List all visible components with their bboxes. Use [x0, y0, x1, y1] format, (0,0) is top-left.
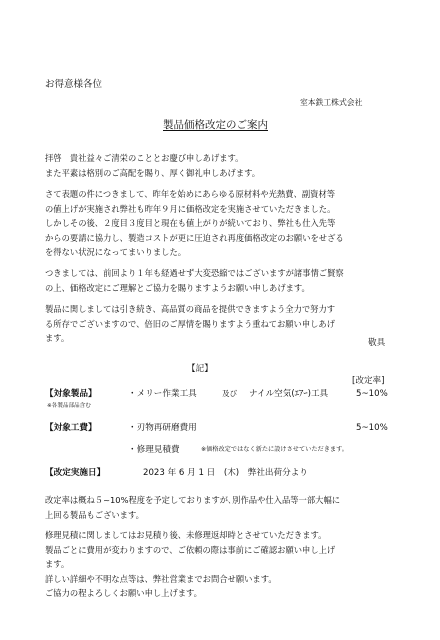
products-item-2: ナイル空気(ｴｱｰ)工具	[249, 389, 329, 399]
paragraph-line: さて表題の件につきまして、昨年を始めにあらゆる原材料や光熱費、副資材等	[45, 189, 336, 199]
paragraph-line: つきましては、前回より１年も経過せず大変恐縮ではございますが諸事情ご賢察	[45, 268, 344, 278]
paragraph-1	[45, 187, 397, 260]
paragraph-line: の上、価格改定にご理解とご協力を賜りますようお願い申しあげます。	[45, 282, 310, 293]
recipient: お得意様各位	[45, 79, 103, 90]
paragraph-line: からの要請に協力し、製造コストが更に圧迫され再度価格改定のお願いをせざる	[45, 232, 344, 243]
greeting-line: また平素は格別のご高配を賜り、厚く御礼申しあげます。	[45, 167, 261, 178]
paragraph-line: を得ない状況になってまいりました。	[45, 247, 187, 257]
paragraph-line: ます。	[45, 333, 70, 343]
greeting-line: 拝啓 貴社益々ご清栄のこととお慶び申しあげます。	[45, 153, 244, 163]
paragraph-line: の値上げが実施され弊社も昨年９月に価格改定を実施させていただきました。	[45, 203, 336, 214]
paragraph-3	[45, 302, 397, 346]
paragraph-line: 製品に関しましては引き続き、高品質の商品を提供できますよう全力で努力す	[45, 304, 336, 314]
paragraph-2	[45, 266, 397, 295]
fees-note: ※価格改定ではなく新たに設けさせていただきます。	[201, 446, 348, 453]
closing: 敬具	[368, 338, 386, 348]
paragraph-4	[45, 493, 397, 522]
paragraph-line: 改定率は概ね５~10%程度を予定しておりますが､別作品や仕入品等一部大幅に	[45, 495, 341, 505]
company-name: 室本鉄工株式会社	[300, 98, 363, 107]
rate-header: [改定率]	[352, 376, 385, 386]
greeting	[45, 151, 397, 180]
paragraph-line: 詳しい詳細や不明な点等は、弊社営業までお問合せ願います。	[45, 573, 277, 584]
paragraph-line: しかしその後、２度目３度目と現在も値上がりが続いており、弊社も仕入先等	[45, 218, 336, 228]
paragraph-line: る所存でございますので、倍旧のご厚情を賜りますよう重ねてお願い申しあげ	[45, 318, 336, 329]
effective-label: 【改定実施日】	[45, 468, 106, 478]
products-item: ・メリー作業工具	[128, 389, 197, 399]
products-note: ※各製品部品含む	[47, 403, 91, 409]
products-conjunction: 及び	[222, 389, 238, 398]
document-title: 製品価格改定のご案内	[163, 119, 268, 131]
products-rate: 5~10%	[356, 389, 388, 399]
effective-date: 2023 年 6 月 1 日 (木) 弊社出荷分より	[143, 468, 308, 478]
paragraph-line: 修理見積に関しましてはお見積り後、未修理返却時とさせていただきます。	[45, 530, 327, 540]
paragraph-line: ます。	[45, 559, 70, 569]
fees-rate: 5~10%	[356, 423, 388, 433]
fees-label: 【対象工費】	[45, 423, 97, 433]
paragraph-5	[45, 528, 397, 601]
ki-heading: 【記】	[187, 364, 213, 374]
paragraph-line: 製品ごとに費用が変わりますので、ご依頼の際は事前にご確認お願い申し上げ	[45, 544, 336, 555]
paragraph-line: 上回る製品もございます。	[45, 509, 144, 520]
fees-item: ・刃物再研磨費用	[128, 423, 197, 433]
fees-item-2: ・修理見積費	[128, 445, 180, 455]
paragraph-line: ご協力の程よろしくお願い申し上げます。	[45, 588, 202, 598]
products-label: 【対象製品】	[45, 389, 97, 399]
